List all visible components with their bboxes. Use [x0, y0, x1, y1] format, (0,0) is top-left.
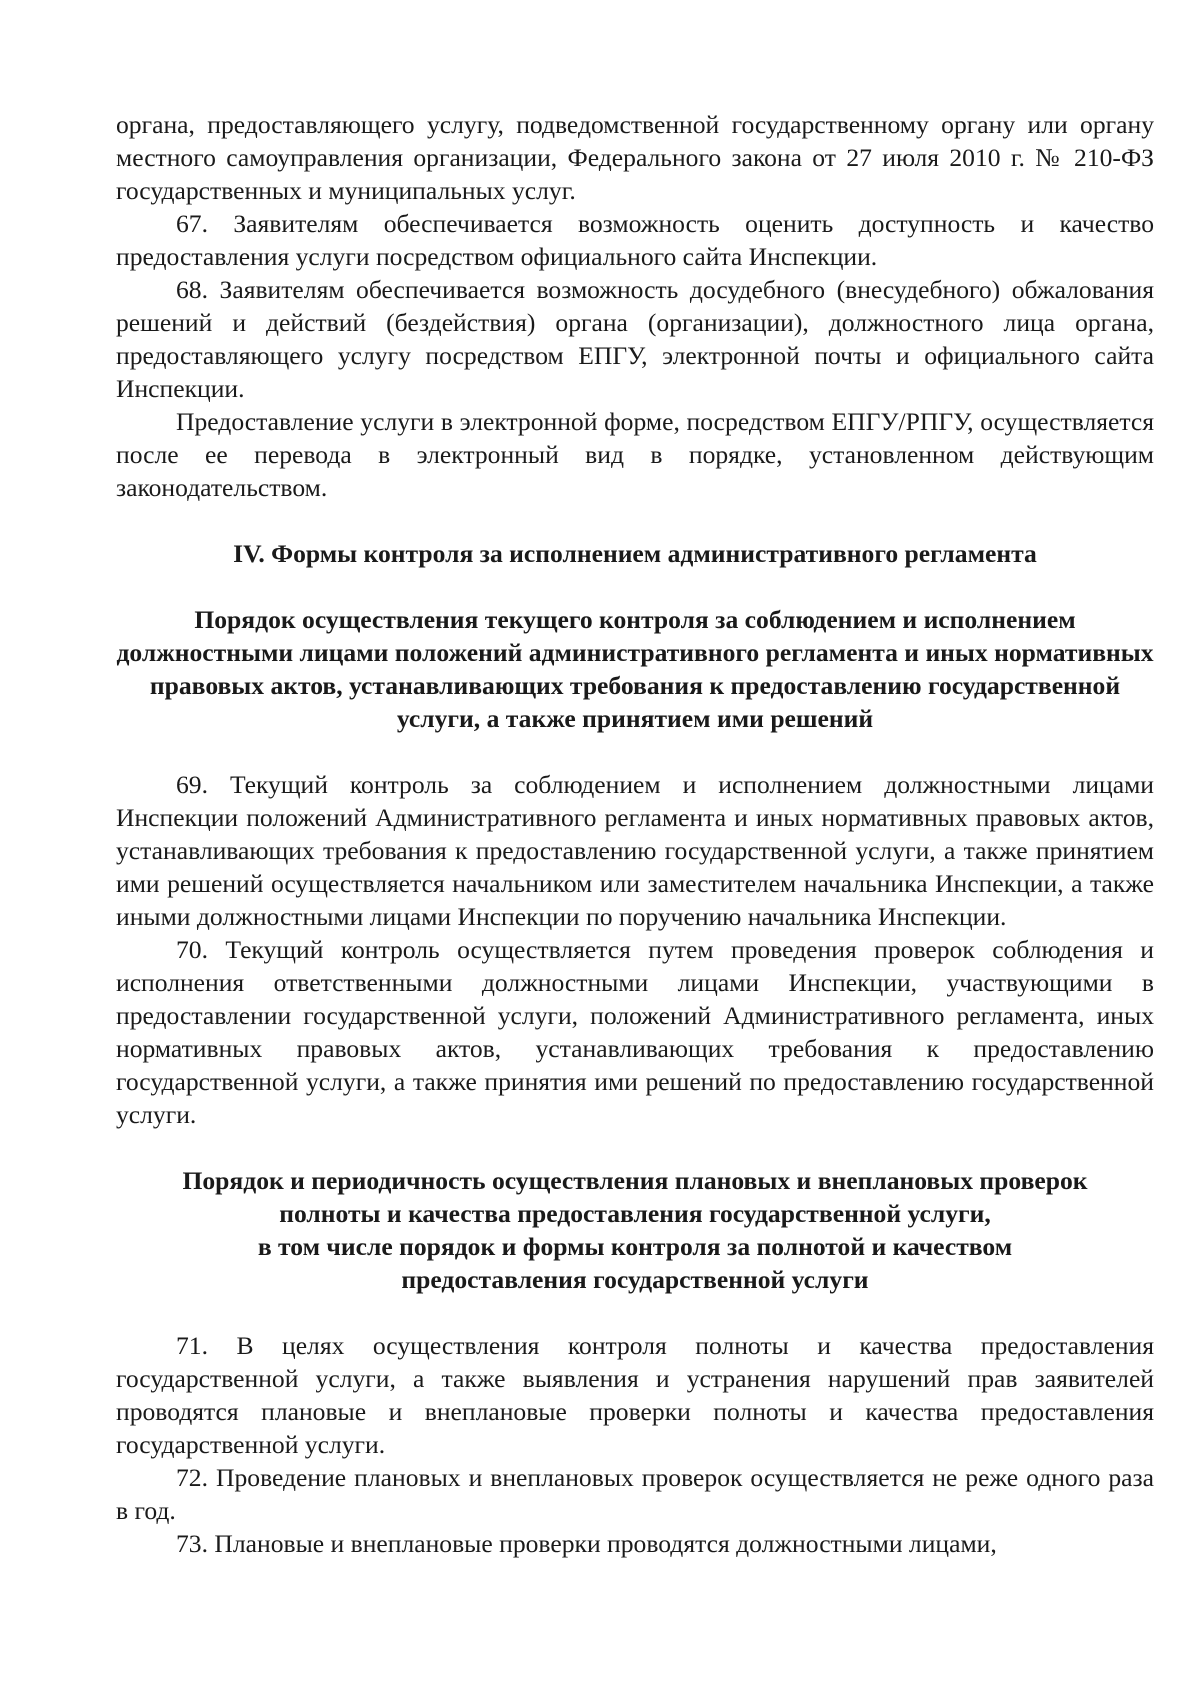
spacer: [116, 570, 1154, 603]
paragraph-68: 68. Заявителям обеспечивается возможность досудебного (внесудебного) обжалования решений и действий (бездействия) органа (организации), должностного лица органа, предоставляющего услугу посредством ЕПГУ, электронной почты и официального сайта Инспекции.: [116, 275, 1154, 403]
paragraph-electronic-form: Предоставление услуги в электронной форме, посредством ЕПГУ/РПГУ, осуществляется после ее перевода в электронный вид в порядке, установленном действующим законодательством.: [116, 407, 1154, 502]
paragraph-72: 72. Проведение плановых и внеплановых проверок осуществляется не реже одного раза в год.: [116, 1463, 1154, 1525]
paragraph-69: 69. Текущий контроль за соблюдением и исполнением должностными лицами Инспекции положений Административного регламента и иных нормативных правовых актов, устанавливающих требования к предоставлению государственной услуги, а также принятием ими решений осуществляется начальником или заместителем начальника Инспекции, а также иными должностными лицами Инспекции по поручению начальника Инспекции.: [116, 770, 1154, 931]
spacer: [116, 735, 1154, 768]
continuation-paragraph: органа, предоставляющего услугу, подведомственной государственному органу или органу местного самоуправления организации, Федерального закона от 27 июля 2010 г. № 210-ФЗ государственных и муниципальных услуг.: [116, 110, 1154, 205]
heading-line: Порядок и периодичность осуществления плановых и внеплановых проверок: [182, 1166, 1088, 1195]
heading-line: в том числе порядок и формы контроля за полнотой и качеством: [257, 1232, 1013, 1261]
subsection-heading-current-control: Порядок осуществления текущего контроля за соблюдением и исполнением должностными лицами положений административного регламента и иных нормативных правовых актов, устанавливающих требования к предоставлению государственной услуги, а также принятием ими решений: [116, 605, 1154, 733]
section-title: IV. Формы контроля за исполнением административного регламента: [233, 539, 1037, 568]
spacer: [116, 1131, 1154, 1164]
paragraph-67: 67. Заявителям обеспечивается возможность оценить доступность и качество предоставления услуги посредством официального сайта Инспекции.: [116, 209, 1154, 271]
paragraph-70: 70. Текущий контроль осуществляется путем проведения проверок соблюдения и исполнения ответственными должностными лицами Инспекции, участвующими в предоставлении государственной услуги, положений Административного регламента, иных нормативных правовых актов, устанавливающих требования к предоставлению государственной услуги, а также принятия ими решений по предоставлению государственной услуги.: [116, 935, 1154, 1129]
subsection-heading-inspections: [116, 1164, 1154, 1296]
paragraph-71: 71. В целях осуществления контроля полноты и качества предоставления государственной услуги, а также выявления и устранения нарушений прав заявителей проводятся плановые и внеплановые проверки полноты и качества предоставления государственной услуги.: [116, 1331, 1154, 1459]
paragraph-73: 73. Плановые и внеплановые проверки проводятся должностными лицами,: [176, 1529, 997, 1558]
spacer: [116, 504, 1154, 537]
heading-line: предоставления государственной услуги: [401, 1265, 869, 1294]
spacer: [116, 1296, 1154, 1329]
document-page: [116, 108, 1154, 1560]
heading-line: полноты и качества предоставления государственной услуги,: [279, 1199, 991, 1228]
